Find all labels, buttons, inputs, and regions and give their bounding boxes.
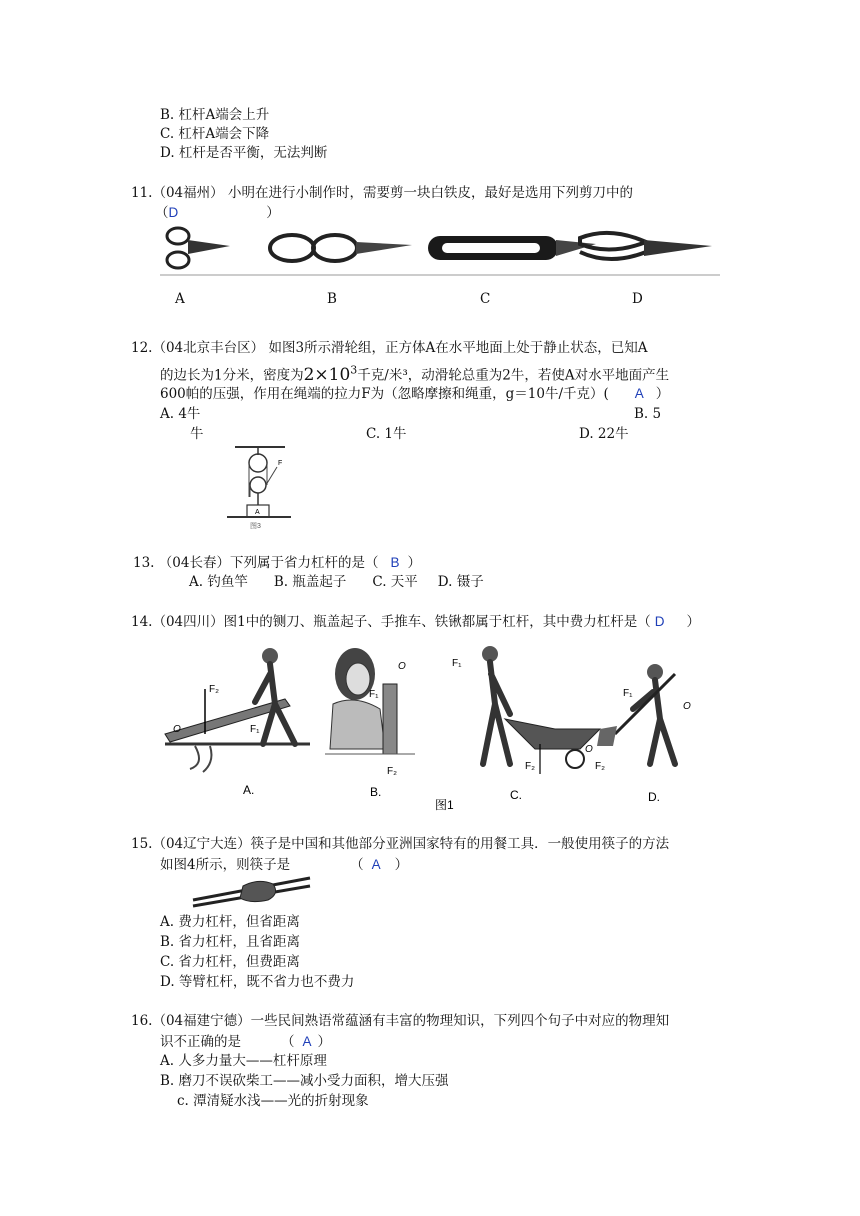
q12-density-base: 2×10 [303, 364, 351, 385]
q14-stem-line [131, 612, 700, 632]
a-f1-label: F₁ [250, 724, 260, 735]
q16-paren-open: （ [281, 1034, 295, 1050]
pulley-fig-label: 图3 [250, 523, 261, 530]
b-f1-label: F₁ [369, 689, 379, 700]
q15-option-b: B. 省力杠杆，且省距离 [160, 934, 301, 950]
q10-option-c: C. 杠杆A端会下降 [160, 126, 270, 142]
q11-paren-close: ） [266, 205, 280, 221]
q13-paren-close: ） [407, 555, 421, 571]
scissors-c-icon [428, 236, 596, 260]
q13-stem: 13. （04长春）下列属于省力杠杆的是（ [133, 555, 379, 571]
q11-label-b: B [327, 291, 337, 307]
q13-option-c: C. 天平 [372, 574, 418, 590]
guillotine-icon [165, 648, 310, 772]
q14-answer: D [654, 614, 665, 629]
d-f2-label: F₂ [595, 761, 605, 772]
q14-label-c: C. [510, 788, 522, 802]
q11-paren-open: （ [155, 205, 169, 221]
q13-option-a: A. 钓鱼竿 [189, 574, 248, 590]
q16-answer: A [302, 1034, 312, 1049]
q12-line2-b: 千克/米³，动滑轮总重为2牛，若使A对水平地面产生 [357, 367, 670, 384]
q15-option-c: C. 省力杠杆，但费距离 [160, 954, 300, 970]
q13-options [189, 573, 484, 592]
q13-stem-line [133, 553, 421, 573]
fixed-pulley-icon [249, 454, 267, 472]
q15-line2-text: 如图4所示，则筷子是 [160, 857, 291, 873]
q11-answer: D [168, 205, 179, 220]
q13-option-d: D. 镊子 [437, 574, 484, 590]
shovel-icon [595, 664, 691, 772]
pulley-a-label: A [255, 509, 260, 516]
c-o-label: O [585, 744, 593, 755]
q11-stem: 11.（04福州） 小明在进行小制作时，需要剪一块白铁皮，最好是选用下列剪刀中的 [131, 185, 633, 201]
pulley-figure [225, 445, 295, 530]
q12-line3 [160, 384, 669, 404]
q12-option-b: B. 5 [634, 406, 662, 422]
q15-line1: 15.（04辽宁大连）筷子是中国和其他部分亚洲国家特有的用餐工具．一般使用筷子的方法 [131, 836, 670, 852]
scissors-a-icon [167, 228, 230, 268]
q16-option-a: A. 人多力量大——杠杆原理 [160, 1053, 327, 1069]
q15-paren-open: （ [350, 857, 364, 873]
q12-option-b-unit: 牛 [190, 426, 204, 442]
q11-answer-line [155, 203, 280, 223]
a-f2-label: F₂ [209, 684, 219, 695]
wheelbarrow-icon [452, 646, 600, 774]
b-o-label: O [398, 661, 406, 672]
levers-figure [155, 634, 700, 819]
q11-label-a: A [175, 291, 185, 307]
q12-line2 [160, 360, 669, 386]
movable-pulley-icon [250, 477, 266, 493]
q15-paren-close: ） [394, 857, 409, 873]
q14-label-b: B. [370, 785, 382, 799]
d-f1-label: F₁ [623, 688, 633, 699]
q13-answer: B [390, 555, 400, 570]
q11-label-d: D [632, 291, 643, 307]
c-f1-label: F₁ [452, 658, 462, 669]
scissors-d-icon [580, 233, 712, 259]
pulley-f-label: F [278, 460, 283, 467]
q14-label-a: A. [243, 783, 255, 797]
q16-paren-close: ） [317, 1034, 332, 1050]
q14-paren-close: ） [686, 614, 700, 630]
q12-density [304, 365, 358, 385]
q12-answer: A [634, 386, 644, 401]
q15-answer: A [371, 857, 381, 872]
q12-option-c: C. 1牛 [366, 426, 407, 442]
q10-option-d: D. 杠杆是否平衡，无法判断 [160, 145, 328, 161]
q12-option-d: D. 22牛 [579, 426, 629, 442]
chopsticks-figure [188, 872, 313, 912]
d-o-label: O [683, 701, 691, 712]
q12-line3-text: 600帕的压强，作用在绳端的拉力F为（忽略摩擦和绳重，g＝10牛/千克）( [160, 386, 609, 402]
q16-line2 [160, 1032, 331, 1052]
q16-line1: 16.（04福建宁德）一些民间熟语常蕴涵有丰富的物理知识，下列四个句子中对应的物理知 [131, 1013, 670, 1029]
q15-option-d: D. 等臂杠杆，既不省力也不费力 [160, 974, 355, 990]
q11-label-c: C [480, 291, 491, 307]
b-f2-label: F₂ [387, 766, 397, 777]
q14-label-d: D. [648, 790, 660, 804]
q14-stem: 14.（04四川）图1中的铡刀、瓶盖起子、手推车、铁锹都属于杠杆，其中费力杠杆是（ [131, 614, 651, 630]
scissors-b-icon [270, 235, 412, 261]
q16-option-b: B. 磨刀不误砍柴工——减小受力面积，增大压强 [160, 1073, 449, 1089]
q16-option-c: c. 潭清疑水浅——光的折射现象 [177, 1093, 369, 1109]
q14-fig-label: 图1 [435, 798, 454, 812]
q16-line2-text: 识不正确的是 [160, 1034, 241, 1050]
c-f2-label: F₂ [525, 761, 535, 772]
a-o-label: O [173, 724, 181, 735]
q12-paren-close: ） [655, 386, 670, 402]
q12-density-exp: 3 [350, 363, 358, 376]
q10-option-b: B. 杠杆A端会上升 [160, 107, 270, 123]
q13-option-b: B. 瓶盖起子 [273, 574, 347, 590]
q12-option-a: A. 4牛 [160, 406, 201, 422]
scissors-figure [160, 222, 720, 282]
q15-option-a: A. 费力杠杆，但省距离 [160, 914, 300, 930]
q12-line1: 12.（04北京丰台区） 如图3所示滑轮组，正方体A在水平地面上处于静止状态，已知A [131, 340, 648, 356]
q12-line2-a: 的边长为1分米，密度为 [160, 367, 304, 384]
bottle-opener-icon [325, 648, 415, 777]
hand-icon [240, 881, 276, 901]
